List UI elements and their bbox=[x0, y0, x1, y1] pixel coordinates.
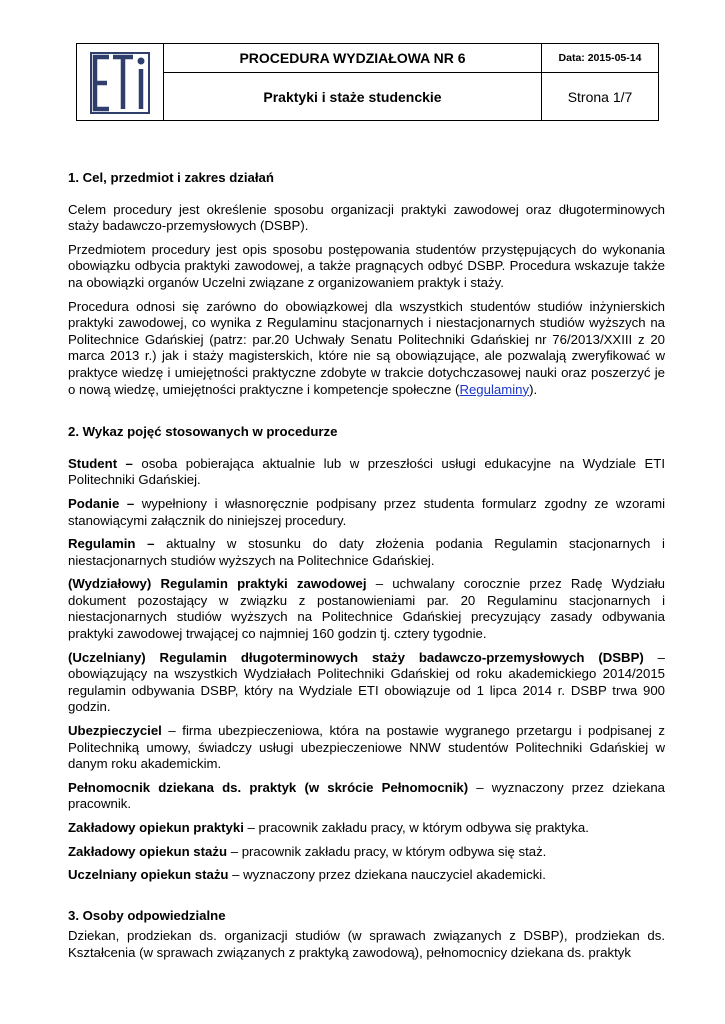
definition-item: Pełnomocnik dziekana ds. praktyk (w skrócie Pełnomocnik) – wyznaczony przez dziekana pracownik. bbox=[68, 779, 665, 812]
definition-item: Uczelniany opiekun stażu – wyznaczony przez dziekana nauczyciel akademicki. bbox=[68, 867, 546, 883]
definition-item: Zakładowy opiekun stażu – pracownik zakładu pracy, w którym odbywa się staż. bbox=[68, 843, 547, 859]
section-3-heading: 3. Osoby odpowiedzialne bbox=[68, 907, 226, 923]
eti-logo bbox=[77, 44, 164, 121]
procedure-subtitle: Praktyki i staże studenckie bbox=[263, 89, 442, 105]
definition-item: Student – osoba pobierająca aktualnie lub w przeszłości usługi edukacyjne na Wydziale ETI Politechniki Gdańskiej. bbox=[68, 455, 666, 488]
procedure-title: PROCEDURA WYDZIAŁOWA NR 6 bbox=[239, 50, 466, 66]
section-3-paragraph: Dziekan, prodziekan ds. organizacji studiów (w sprawach związanych z DSBP), prodziekan ds. Kształcenia (w sprawach związanych z praktyką zawodową), pełnomocnicy dziekana ds. praktyk bbox=[68, 928, 665, 960]
definition-item: Ubezpieczyciel – firma ubezpieczeniowa, która na postawie wygranego przetargu i podpisanej z Politechniką umowy, świadczy usługi ubezpieczeniowe NNW studentów Politechniki Gdańskiej w danym roku akademickim. bbox=[68, 723, 665, 772]
page-number: Strona 1/7 bbox=[567, 89, 633, 105]
section-1-paragraph: Procedura odnosi się zarówno do obowiązkowej dla wszystkich studentów studiów inżynierskich praktyki zawodowej, co wynika z Regulaminu stacjonarnych i niestacjonarnych studiów wyższych na Politechnice Gdańskiej (patrz: par.20 Uchwały Senatu Politechniki Gdańskiej nr 76/2013/XXIII z 20 marca 2013 r.) jak i staży magisterskich, które nie są obowiązujące, ale pozwalają zweryfikować w praktyce wiedzę i umiejętności praktyczne zdobyte w trakcie dotychczasowej nauki oraz poszerzyć je o nową wiedzę, umiejętności praktyczne i kompetencje społeczne (Regulaminy). bbox=[68, 298, 665, 397]
regulaminy-link[interactable]: Regulaminy bbox=[459, 381, 530, 397]
procedure-date: Data: 2015-05-14 bbox=[558, 52, 642, 64]
section-1-paragraph: Celem procedury jest określenie sposobu organizacji praktyki zawodowej oraz długoterminowych staży badawczo-przemysłowych (DSBP). bbox=[68, 201, 665, 234]
section-2-heading: 2. Wykaz pojęć stosowanych w procedurze bbox=[68, 424, 338, 440]
section-1-paragraph: Przedmiotem procedury jest opis sposobu postępowania studentów przystępujących do wykonania obowiązku odbycia praktyki zawodowej, a także pragnących odbyć DSBP. Procedura wskazuje także na obowiązki organów Uczelni związane z organizowaniem praktyk i staży. bbox=[68, 241, 665, 290]
definition-item: (Wydziałowy) Regulamin praktyki zawodowej – uchwalany corocznie przez Radę Wydziału dokument pozostający w związku z postanowieniami par. 20 Regulaminu stacjonarnych i niestacjonarnych studiów wyższych na Politechnice Gdańskiej precyzujący zasady odbywania praktyki zawodowej trwającej co najmniej 160 godzin tj. cztery tygodnie. bbox=[68, 576, 665, 642]
document-body bbox=[68, 170, 665, 969]
eti-logo-icon bbox=[89, 51, 151, 115]
definition-item: Podanie – wypełniony i własnoręcznie podpisany przez studenta formularz zgodny ze wzorami stanowiącymi załącznik do niniejszej procedury. bbox=[68, 495, 666, 528]
section-1-heading: 1. Cel, przedmiot i zakres działań bbox=[68, 170, 274, 185]
definition-item: Regulamin – aktualny w stosunku do daty złożenia podania Regulamin stacjonarnych i niestacjonarnych studiów wyższych na Politechnice Gdańskiej. bbox=[68, 536, 665, 568]
definition-item: (Uczelniany) Regulamin długoterminowych staży badawczo-przemysłowych (DSBP) – obowiązujący na wszystkich Wydziałach Politechniki Gdańskiej od roku akademickiego 2014/2015 regulamin odbywania DSBP, który na Wydziale ETI obowiązuje od 1 lipca 2014 r. DSBP trwa 900 godzin. bbox=[68, 649, 666, 715]
definition-item: Zakładowy opiekun praktyki – pracownik zakładu pracy, w którym odbywa się praktyka. bbox=[68, 820, 589, 835]
document-header bbox=[76, 43, 659, 121]
